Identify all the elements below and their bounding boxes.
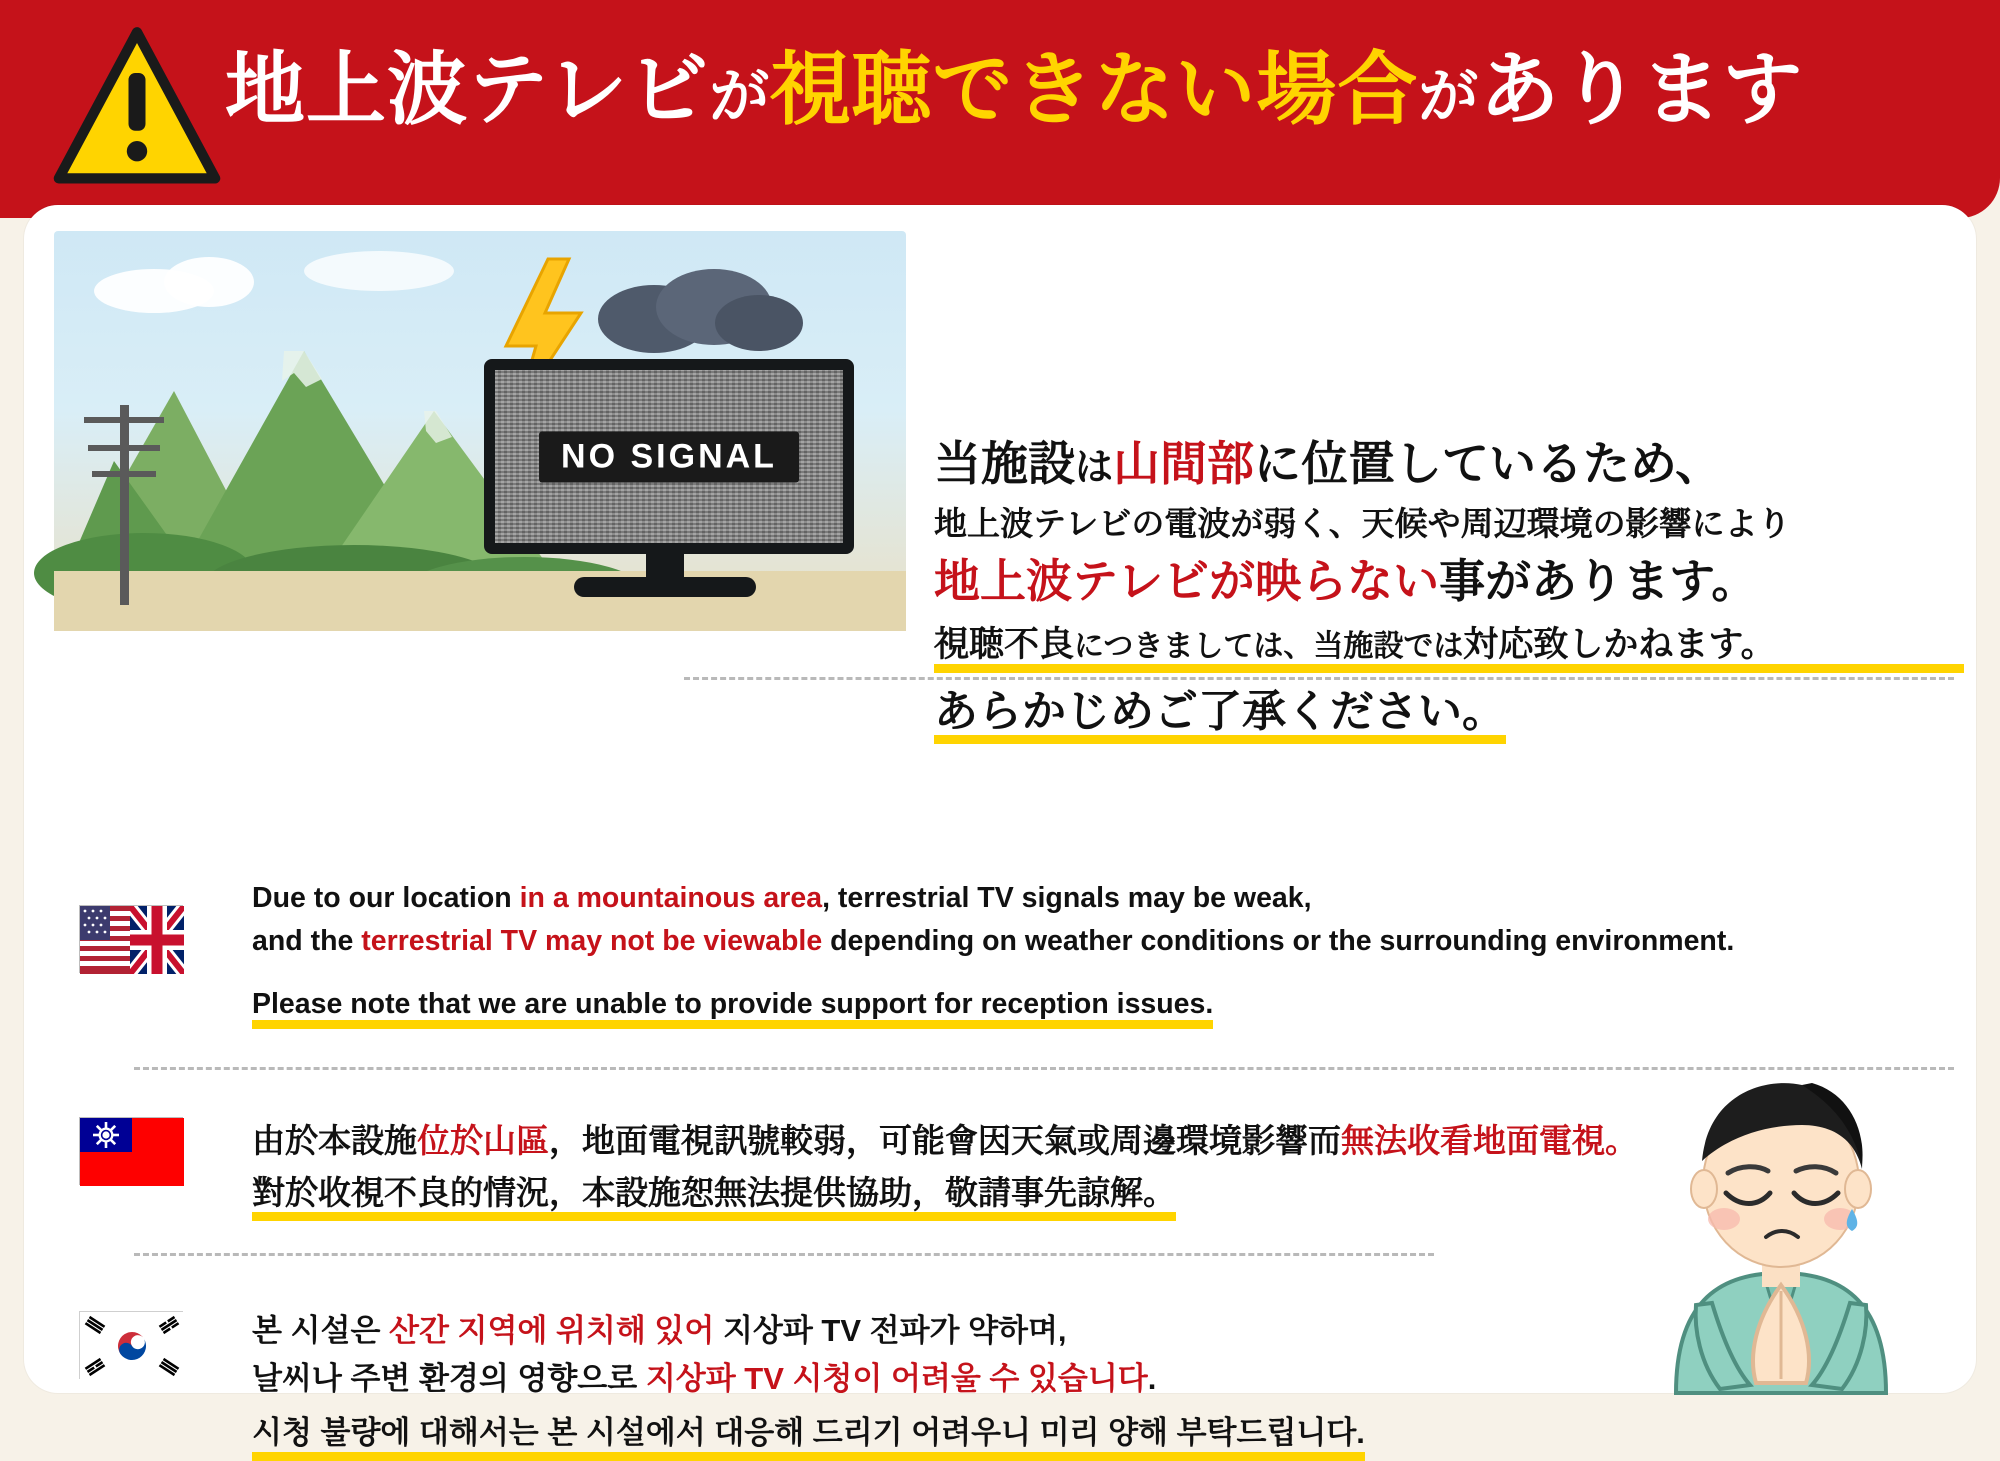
us-uk-flag-svg <box>80 906 184 974</box>
kr-line-2 <box>252 1355 1852 1403</box>
jp-l1-red: 山間部 <box>1113 437 1255 490</box>
taiwan-flag-icon <box>79 1117 183 1185</box>
pole-arm <box>92 471 156 477</box>
header-inner <box>0 0 2000 218</box>
title-particle2: が <box>1418 63 1480 130</box>
jp-line-1 <box>934 435 1964 494</box>
jp-l3-b: 事があります。 <box>1439 554 1758 607</box>
us-uk-flag-icon <box>79 905 183 973</box>
tv-static-screen <box>495 370 843 543</box>
rain-cloud-icon <box>594 263 804 359</box>
jp-l4-a: 視聴不良 <box>934 625 1075 665</box>
cloud-icon <box>164 257 254 307</box>
kr-l2-red: 지상파 TV 시청이 어려울 수 있습니다 <box>645 1361 1148 1397</box>
warning-triangle-icon <box>52 22 222 192</box>
utility-pole <box>120 405 129 605</box>
south-korea-flag-icon <box>79 1311 183 1379</box>
tw-l1-red: 位於山區 <box>417 1122 549 1159</box>
kr-l1-a: 본 시설은 <box>252 1313 390 1348</box>
tw-note: 對於收視不良的情況，本設施恕無法提供協助，敬請事先諒解。 <box>252 1169 1176 1221</box>
pole-arm <box>88 445 160 451</box>
tw-l1-a: 由於本設施 <box>252 1122 417 1159</box>
ground <box>54 571 906 631</box>
page-title <box>225 44 1965 136</box>
tw-l1-b: ，地面電視訊號較弱，可能會因天氣或周邊環境影響而 <box>549 1122 1341 1159</box>
flag-graphic <box>79 905 183 973</box>
jp-line-2: 地上波テレビの電波が弱く、天候や周辺環境の影響により <box>934 504 1791 542</box>
pole-arm <box>84 417 164 423</box>
jp-line-4 <box>934 621 1964 672</box>
divider-taiwanese-korean <box>134 1253 1434 1256</box>
en-l1-b: , terrestrial TV signals may be weak, <box>822 882 1312 914</box>
kr-l1-b: 지상파 TV 전파가 약하며, <box>714 1313 1067 1348</box>
kr-note: 시청 불량에 대해서는 본 시설에서 대응해 드리기 어려우니 미리 양해 부탁드립니다. <box>252 1409 1365 1461</box>
title-part1: 地上波テレビ <box>225 45 710 134</box>
kr-l1-red: 산간 지역에 위치해 있어 <box>389 1313 715 1348</box>
jp-l3-red: 地上波テレビが映らない <box>934 554 1440 607</box>
kr-l2-b: . <box>1147 1361 1157 1397</box>
tv-stand-base <box>574 577 756 597</box>
notice-card <box>24 205 1976 1451</box>
jp-l4-b: につきましては、当施設では <box>1074 630 1464 664</box>
english-notice <box>252 877 1952 1029</box>
en-l2-a: and the <box>252 924 362 957</box>
title-highlight: 視聴できない場合 <box>770 45 1419 134</box>
taiwan-flag-svg <box>80 1118 184 1186</box>
jp-l1-b: に位置しているため、 <box>1254 437 1723 490</box>
en-line-2 <box>252 920 1952 963</box>
jp-line-5: あらかじめご了承ください。 <box>934 683 1506 744</box>
tw-l1-red2: 無法收看地面電視。 <box>1341 1122 1638 1159</box>
title-particle1: が <box>709 63 771 130</box>
no-signal-label: NO SIGNAL <box>539 431 799 482</box>
cloud-icon <box>304 251 454 291</box>
jp-l4-c: 対応致しかねます。 <box>1463 625 1776 665</box>
divider-japanese-english <box>684 677 1954 680</box>
en-l1-red: in a mountainous area <box>519 882 823 914</box>
en-l2-red: terrestrial TV may not be viewable <box>361 924 823 957</box>
apologizing-person-illustration <box>1616 1033 1946 1393</box>
mountain-tv-no-signal-illustration <box>54 231 906 631</box>
en-line-1 <box>252 877 1952 920</box>
japanese-notice <box>934 435 1964 744</box>
en-l1-a: Due to our location <box>252 882 520 914</box>
flag-graphic <box>79 1117 183 1185</box>
flag-graphic <box>79 1311 183 1379</box>
jp-l1-particle: は <box>1075 447 1114 489</box>
south-korea-flag-svg <box>80 1312 184 1380</box>
kr-l2-a: 날씨나 주변 환경의 영향으로 <box>252 1361 646 1397</box>
header-banner <box>0 0 2000 218</box>
television <box>484 359 854 554</box>
en-note: Please note that we are unable to provide support for reception issues. <box>252 983 1213 1030</box>
title-part2: あります <box>1479 45 1804 134</box>
jp-line-3 <box>934 552 1964 612</box>
kr-line-1 <box>252 1307 1852 1355</box>
korean-notice <box>252 1307 1852 1461</box>
jp-l1-a: 当施設 <box>934 437 1075 490</box>
en-l2-b: depending on weather conditions or the surrounding environment. <box>822 924 1735 957</box>
